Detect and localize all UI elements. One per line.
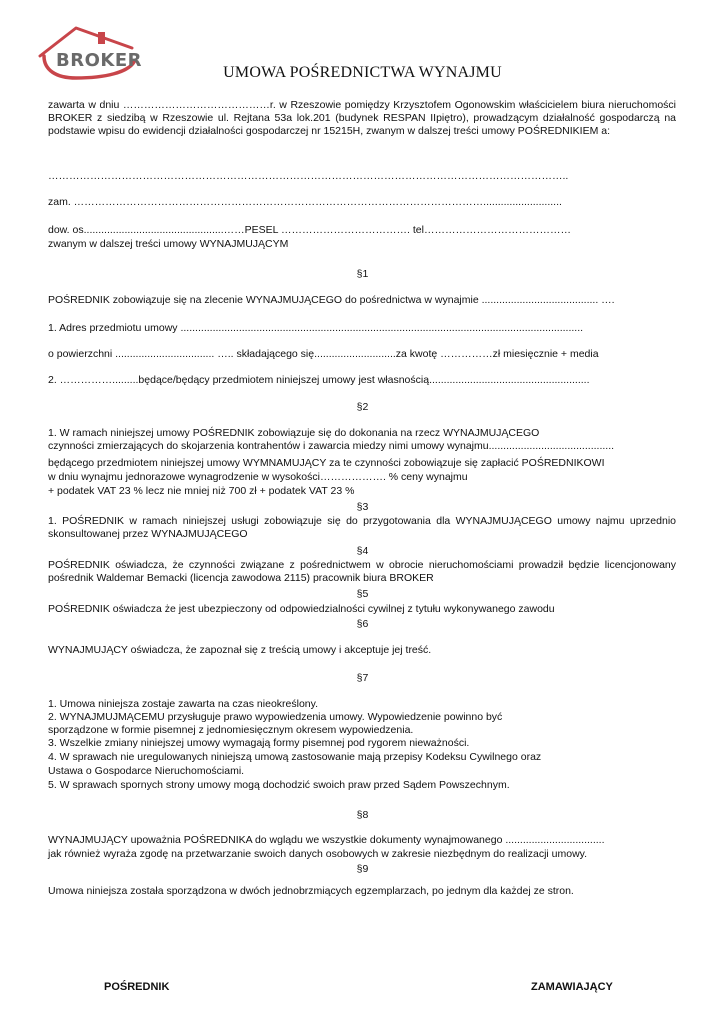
section-7-heading: §7 — [356, 672, 369, 684]
section-2-line-2: czynności zmierzających do skojarzenia kontrahentów i zawarcia miedzy nimi umowy wynajmu........................................... — [48, 440, 615, 452]
section-6-text: WYNAJMUJĄCY oświadcza, że zapoznał się z treścią umowy i akceptuje jej treść. — [48, 644, 432, 656]
section-4-heading: §4 — [356, 545, 369, 557]
section-5-heading: §5 — [356, 588, 369, 600]
section-7-line-3: sporządzone w formie pisemnej z jednomiesięcznym okresem wypowiedzenia. — [48, 724, 414, 736]
signature-label-client: ZAMAWIAJĄCY — [531, 981, 613, 993]
section-2-line-4: w dniu wynajmu jednorazowe wynagrodzenie w wysokości………………. % ceny wynajmu — [48, 471, 468, 483]
party-name-line: ………………………………………………………………………………………………………………………………….. — [48, 170, 569, 182]
section-7-line-6: Ustawa o Gospodarce Nieruchomościami. — [48, 765, 245, 777]
section-2-heading: §2 — [356, 401, 369, 413]
section-7-line-5: 4. W sprawach nie uregulowanych niniejszą umową zastosowanie mają przepisy Kodeksu Cywilnego oraz — [48, 751, 542, 763]
party-id-line: dow. os................................................……PESEL ………………………………. tel…………………………………… — [48, 224, 571, 236]
section-9-text: Umowa niniejsza została sporządzona w dwóch jednobrzmiących egzemplarzach, po jednym dla każdej ze stron. — [48, 885, 574, 897]
logo-text: BROKER — [56, 50, 142, 71]
party-called-text: zwanym w dalszej treści umowy WYNAJMUJĄCYM — [48, 238, 289, 250]
section-7-line-7: 5. W sprawach spornych strony umowy mogą dochodzić swoich praw przed Sądem Powszechnym. — [48, 779, 510, 791]
intro-paragraph: zawarta w dniu ……………………………………r. w Rzeszowie pomiędzy Krzysztofem Ogonowskim właścicielem biura nieruchomości BROKER z siedzibą w Rzeszowie ul. Rejtana 53a lok.201 (budynek RESPAN IIpiętro), prowadzącym działalność gospodarczą na podstawie wpisu do ewidencji działalności gospodarczej nr 15215H, zwanym w dalszej treści umowy POŚREDNIKIEM a: — [48, 99, 676, 137]
section-1-text: POŚREDNIK zobowiązuje się na zlecenie WYNAJMUJĄCEGO do pośrednictwa w wynajmie ........................................ …. — [48, 294, 615, 306]
section-1-ownership: 2. …………….........będące/będący przedmiotem niniejszej umowy jest własnością....................................................... — [48, 374, 590, 386]
section-8-heading: §8 — [356, 809, 369, 821]
section-6-heading: §6 — [356, 618, 369, 630]
section-2-line-5: + podatek VAT 23 % lecz nie mniej niż 700 zł + podatek VAT 23 % — [48, 485, 355, 497]
section-8-line-2: jak również wyraża zgodę na przetwarzanie swoich danych osobowych w zakresie niezbędnym do realizacji umowy. — [48, 848, 588, 860]
section-7-line-1: 1. Umowa niniejsza zostaje zawarta na czas nieokreślony. — [48, 698, 319, 710]
section-4-text: POŚREDNIK oświadcza, że czynności związane z pośrednictwem w obrocie nieruchomościami prowadził będzie licencjonowany pośrednik Waldemar Bemacki (licencja zawodowa 2115) pracownik biura BROKER — [48, 559, 676, 584]
section-1-heading: §1 — [356, 268, 369, 280]
section-3-heading: §3 — [356, 501, 369, 513]
section-7-line-2: 2. WYNAJMUJMĄCEMU przysługuje prawo wypowiedzenia umowy. Wypowiedzenie powinno być — [48, 711, 503, 723]
section-8-line-1: WYNAJMUJĄCY upoważnia POŚREDNIKA do wglądu we wszystkie dokumenty wynajmowanego .................................. — [48, 834, 605, 846]
section-3-text: 1. POŚREDNIK w ramach niniejszej usługi zobowiązuje się do przygotowania dla WYNAJMUJĄCEGO umowy najmu uprzednio skonsultowanej przez WYNAJMUJĄCEGO — [48, 515, 676, 540]
signature-label-intermediary: POŚREDNIK — [104, 981, 170, 993]
party-address-line: zam. ………………………………………………………………………………………………………........................... — [48, 196, 562, 208]
section-5-text: POŚREDNIK oświadcza że jest ubezpieczony od odpowiedzialności cywilnej z tytułu wykonywanego zawodu — [48, 603, 555, 615]
document-title: UMOWA POŚREDNICTWA WYNAJMU — [223, 64, 502, 81]
section-1-address: 1. Adres przedmiotu umowy .......................................................................................................................................... — [48, 322, 584, 334]
section-9-heading: §9 — [356, 863, 369, 875]
section-2-line-3: będącego przedmiotem niniejszej umowy WYMNAMUJĄCY za te czynności zobowiązuje się zapłacić POŚREDNIKOWI — [48, 457, 605, 469]
section-2-line-1: 1. W ramach niniejszej umowy POŚREDNIK zobowiązuje się do dokonania na rzecz WYNAJMUJĄCEGO — [48, 427, 540, 439]
section-7-line-4: 3. Wszelkie zmiany niniejszej umowy wymagają formy pisemnej pod rygorem nieważności. — [48, 737, 470, 749]
section-1-area: o powierzchni .................................. ….. składającego się............................za kwotę ……………zł miesięcznie + media — [48, 348, 599, 360]
